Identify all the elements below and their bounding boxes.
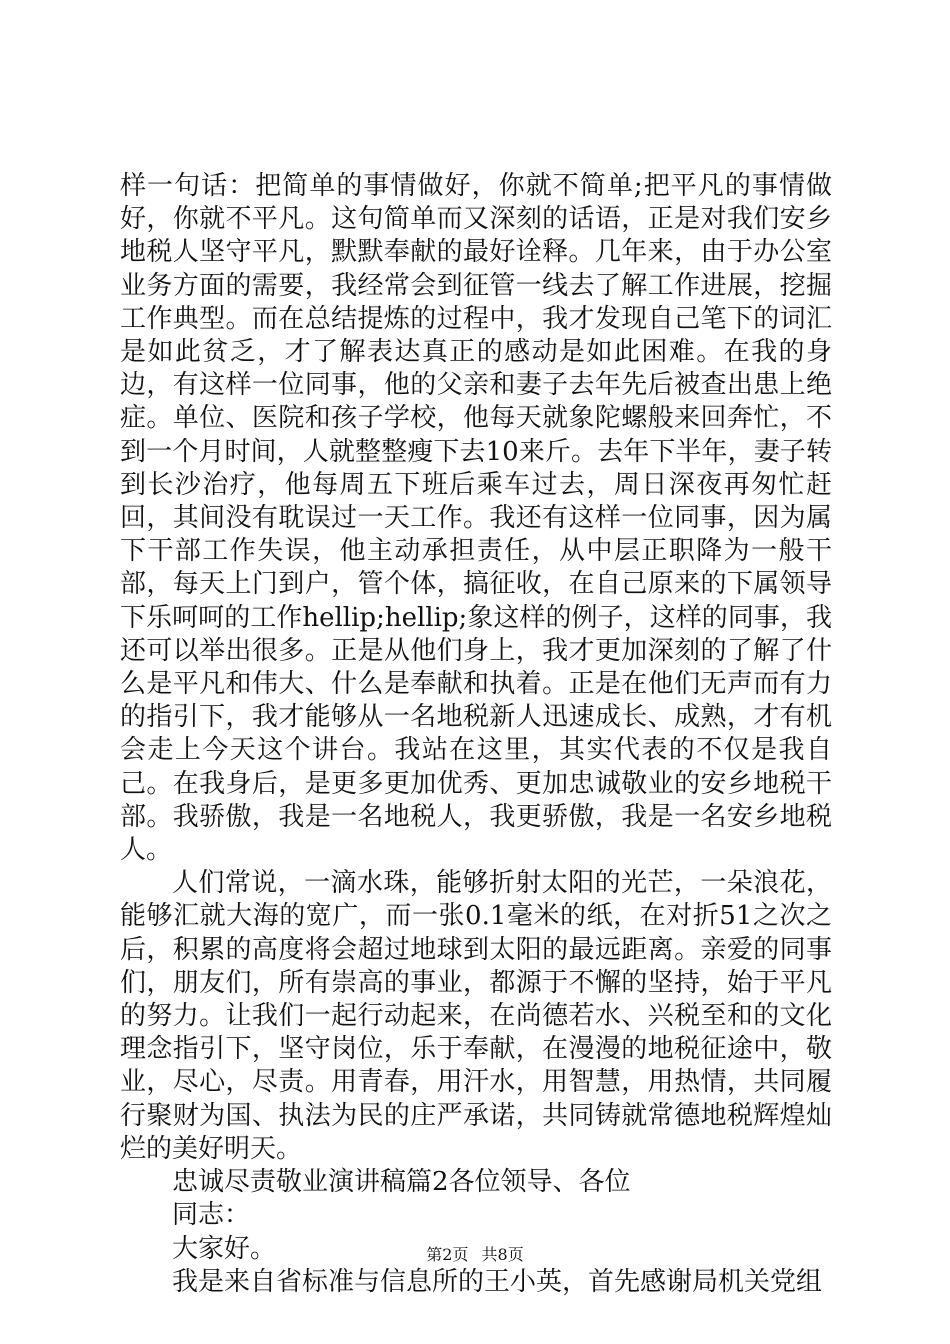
page-number: 第2页 <box>426 1245 469 1264</box>
body-paragraph-1: 样一句话：把简单的事情做好，你就不简单;把平凡的事情做好，你就不平凡。这句简单而又深刻的话语，正是对我们安乡地税人坚守平凡，默默奉献的最好诠释。几年来，由于办公室业务方面的需要，我经常会到征管一线去了解工作进展，挖掘工作典型。而在总结提炼的过程中，我才发现自己笔下的词汇是如此贫乏，才了解表达真正的感动是如此困难。在我的身边，有这样一位同事，他的父亲和妻子去年先后被查出患上绝症。单位、医院和孩子学校，他每天就象陀螺般来回奔忙，不到一个月时间，人就整整瘦下去10来斤。去年下半年，妻子转到长沙治疗，他每周五下班后乘车过去，周日深夜再匆忙赶回，其间没有耽误过一天工作。我还有这样一位同事，因为属下干部工作失误，他主动承担责任，从中层正职降为一般干部，每天上门到户，管个体，搞征收，在自己原来的下属领导下乐呵呵的工作hellip;hellip;象这样的例子，这样的同事，我还可以举出很多。正是从他们身上，我才更加深刻的了解了什么是平凡和伟大、什么是奉献和执着。正是在他们无声而有力的指引下，我才能够从一名地税新人迅速成长、成熟，才有机会走上今天这个讲台。我站在这里，其实代表的不仅是我自己。在我身后，是更多更加优秀、更加忠诚敬业的安乡地税干部。我骄傲，我是一名地税人，我更骄傲，我是一名安乡地税人。 <box>120 171 832 866</box>
page-total: 共8页 <box>481 1245 524 1264</box>
body-paragraph-2: 人们常说，一滴水珠，能够折射太阳的光芒，一朵浪花，能够汇就大海的宽广，而一张0.1毫米的纸，在对折51之次之后，积累的高度将会超过地球到太阳的最远距离。亲爱的同事们，朋友们，所有崇高的事业，都源于不懈的坚持，始于平凡的努力。让我们一起行动起来，在尚德若水、兴税至和的文化理念指引下，坚守岗位，乐于奉献，在漫漫的地税征途中，敬业，尽心，尽责。用青春，用汗水，用智慧，用热情，共同履行聚财为国、执法为民的庄严承诺，共同铸就常德地税辉煌灿烂的美好明天。 <box>120 868 832 1164</box>
document-body <box>120 170 832 1299</box>
intro-line: 我是来自省标准与信息所的王小英，首先感谢局机关党组 <box>172 1266 823 1297</box>
page-footer <box>0 1244 950 1266</box>
salutation-line: 同志： <box>172 1200 251 1231</box>
greeting-line: 大家好。 <box>172 1233 277 1264</box>
speech-title-line: 忠诚尽责敬业演讲稿篇2各位领导、各位 <box>172 1167 631 1198</box>
